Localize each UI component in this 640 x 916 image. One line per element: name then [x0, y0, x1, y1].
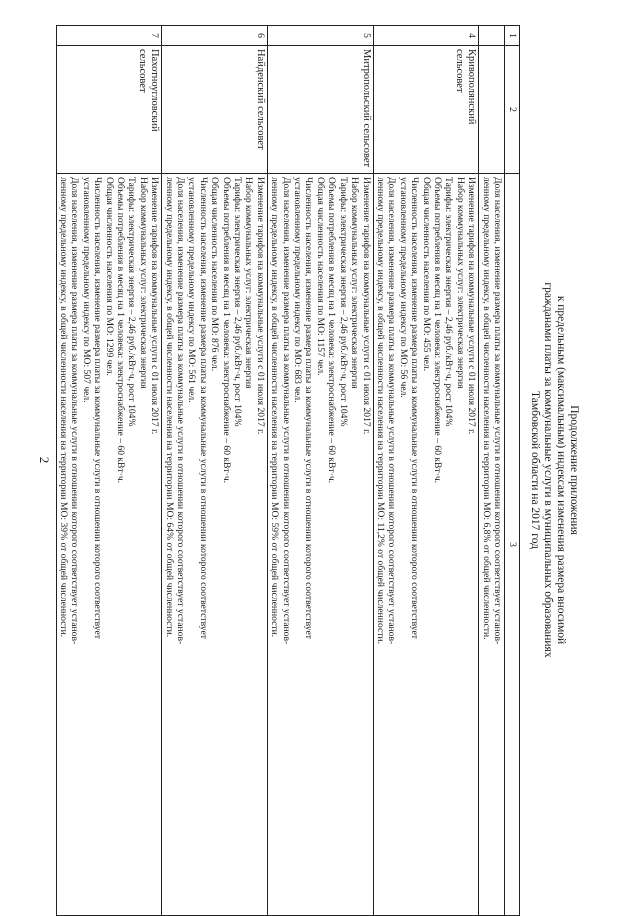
desc-line: Численность населения, изменение размера платы за коммунальные услуги в отношении которого соответствует — [92, 177, 104, 639]
column-header-1: 1 — [505, 26, 520, 46]
row-description — [162, 174, 268, 916]
row-number: 4 — [373, 26, 479, 46]
desc-line: ленному предельному индексу, в общей численности населения на территории МО: 39% от общей численности. — [57, 177, 69, 638]
heading-line-3: Тамбовской области на 2017 год — [529, 391, 541, 549]
desc-line: Доля населения, изменение размера платы за коммунальные услуги в отношении которого соответствует установ- — [280, 177, 292, 645]
desc-line: Общая численность населения по МО: 1299 чел. — [103, 177, 115, 376]
desc-line: Доля населения, изменение размера платы за коммунальные услуги в отношении которого соответствует установ- — [492, 177, 503, 645]
continuation-num-cell — [479, 26, 505, 46]
desc-line: Общая численность населения по МО: 876 чел. — [209, 177, 221, 372]
row-number: 6 — [162, 26, 268, 46]
continuation-name-cell — [479, 46, 505, 174]
desc-line: Численность населения, изменение размера платы за коммунальные услуги в отношении которого соответствует — [197, 177, 209, 639]
desc-line: Набор коммунальных услуг: электрическая энергия — [349, 177, 361, 389]
continuation-desc-cell — [479, 174, 505, 916]
desc-line: Доля населения, изменение размера платы за коммунальные услуги в отношении которого соответствует установ- — [386, 177, 398, 645]
desc-line: Общая численность населения по МО: 1157 чел. — [314, 177, 326, 376]
continuation-row — [479, 26, 505, 916]
desc-line: Объемы потребления в месяц на 1 человека: электроснабжение – 60 кВт·ч. — [431, 177, 443, 484]
desc-line: Изменение тарифов на коммунальные услуги с 01 июля 2017 г. — [466, 177, 478, 435]
desc-line: ленному предельному индексу, в общей численности населения на территории МО: 11,2% от общей численности. — [374, 177, 386, 644]
desc-line: Изменение тарифов на коммунальные услуги с 01 июля 2017 г. — [149, 177, 161, 435]
desc-line: Численность населения, изменение размера платы за коммунальные услуги в отношении которого соответствует — [409, 177, 421, 639]
table-row — [56, 26, 162, 916]
row-number: 5 — [267, 26, 373, 46]
tariff-table — [56, 25, 520, 916]
desc-line: ленному предельному индексу, в общей численности населения на территории МО: 6,8% от общей численности. — [480, 177, 492, 640]
appendix-label: Продолжение приложения — [568, 405, 580, 535]
municipality-name: Найденский сельсовет — [162, 46, 268, 174]
page-number: 2 — [37, 456, 52, 464]
desc-line: Тарифы: электрическая энергия – 2,46 руб./кВт·ч, рост 104% — [337, 177, 349, 427]
municipality-name: Митропольский сельсовет — [267, 46, 373, 174]
desc-line: Изменение тарифов на коммунальные услуги с 01 июля 2017 г. — [360, 177, 372, 435]
desc-line: установленному предельному индексу по МО: 561 чел. — [186, 177, 198, 403]
desc-line: Объемы потребления в месяц на 1 человека: электроснабжение – 60 кВт·ч. — [220, 177, 232, 484]
desc-line: Тарифы: электрическая энергия – 2,46 руб./кВт·ч, рост 104% — [232, 177, 244, 427]
table-row — [373, 26, 479, 916]
row-number: 7 — [56, 26, 162, 46]
desc-line: Тарифы: электрическая энергия – 2,46 руб./кВт·ч, рост 104% — [443, 177, 455, 427]
column-header-3: 3 — [505, 174, 520, 916]
desc-line: Объемы потребления в месяц на 1 человека: электроснабжение – 60 кВт·ч. — [115, 177, 126, 484]
heading-line-1: к предельным (максимальным) индексам изменения размера вносимой — [555, 295, 567, 645]
table-header-row — [505, 26, 520, 916]
desc-line: установленному предельному индексу по МО: 507 чел. — [80, 177, 92, 403]
document-heading — [528, 25, 580, 915]
column-header-2: 2 — [505, 46, 520, 174]
heading-line-2: гражданами платы за коммунальные услуги в муниципальных образованиях — [542, 282, 554, 658]
municipality-name: Кривополянский сельсовет — [373, 46, 479, 174]
desc-line: Доля населения, изменение размера платы за коммунальные услуги в отношении которого соответствует установ- — [175, 177, 187, 645]
table-row — [162, 26, 268, 916]
row-description — [373, 174, 479, 916]
desc-line: Набор коммунальных услуг: электрическая энергия — [137, 177, 149, 389]
document-sheet — [57, 25, 580, 915]
desc-line: Тарифы: электрическая энергия – 2,46 руб./кВт·ч, рост 104% — [126, 177, 138, 427]
desc-line: Изменение тарифов на коммунальные услуги с 01 июля 2017 г. — [254, 177, 266, 435]
desc-line: Набор коммунальных услуг: электрическая энергия — [243, 177, 255, 389]
desc-line: Численность населения, изменение размера платы за коммунальные услуги в отношении которого соответствует — [303, 177, 315, 639]
row-description — [267, 174, 373, 916]
table-row — [267, 26, 373, 916]
desc-line: Доля населения, изменение размера платы за коммунальные услуги в отношении которого соответствует установ- — [69, 177, 81, 645]
desc-line: Общая численность населения по МО: 455 чел. — [420, 177, 432, 372]
desc-line: установленному предельному индексу по МО: 56 чел. — [397, 177, 409, 398]
desc-line: Набор коммунальных услуг: электрическая энергия — [454, 177, 466, 389]
desc-line: ленному предельному индексу, в общей численности населения на территории МО: 59% от общей численности. — [269, 177, 281, 638]
desc-line: ленному предельному индексу, в общей численности населения на территории МО: 64% от общей численности. — [163, 177, 175, 638]
desc-line: установленному предельному индексу по МО: 683 чел. — [292, 177, 304, 403]
desc-line: Объемы потребления в месяц на 1 человека: электроснабжение – 60 кВт·ч. — [326, 177, 338, 484]
row-description — [56, 174, 162, 916]
municipality-name: Пахотноугловский сельсовет — [56, 46, 162, 174]
